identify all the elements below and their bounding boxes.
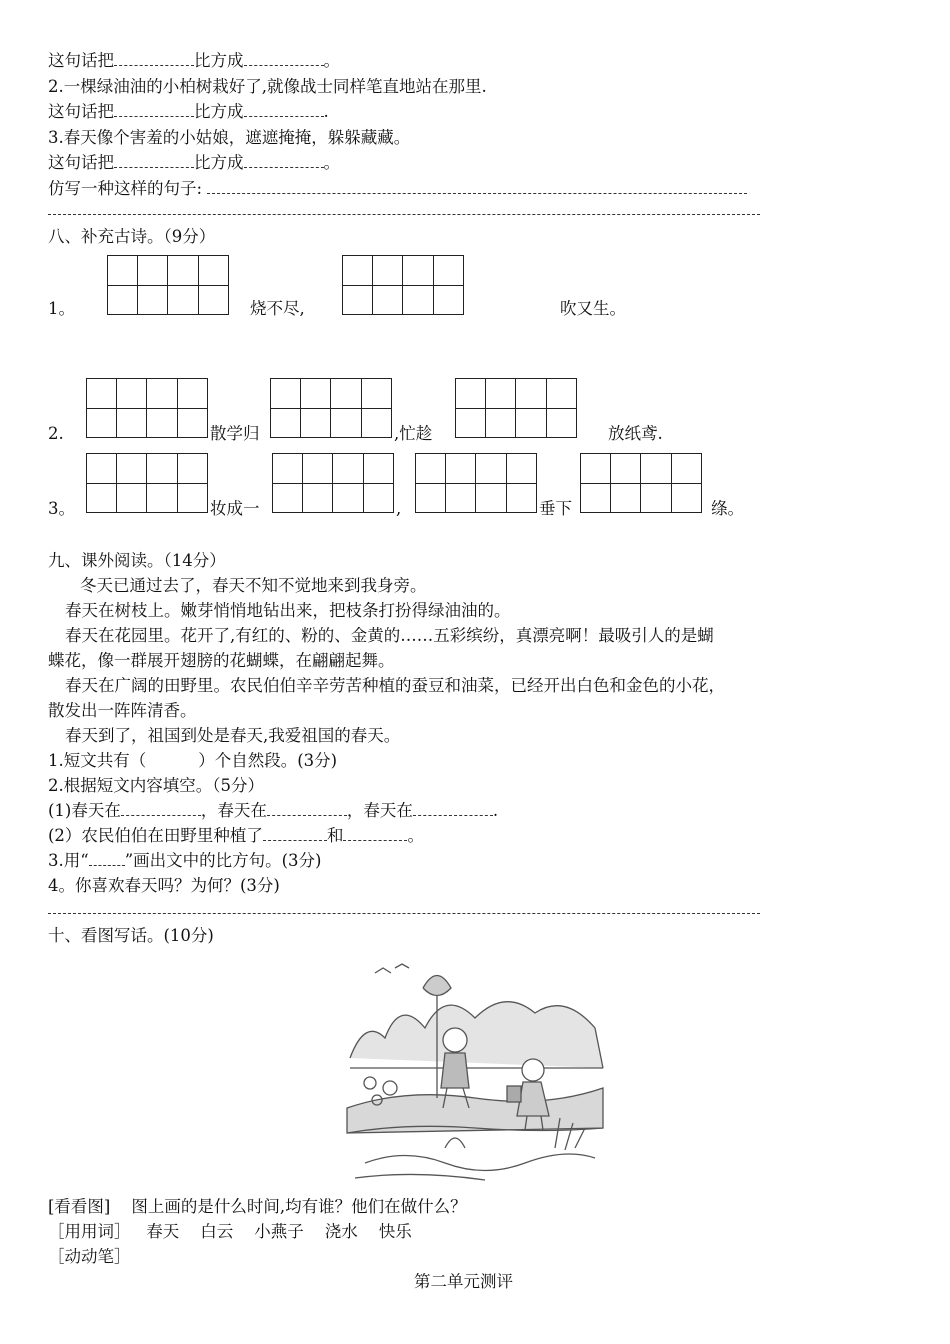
look-prompt: [看看图] 图上画的是什么时间,均有谁？他们在做什么？ bbox=[48, 1197, 467, 1216]
page-footer: 第二单元测评 bbox=[414, 1272, 513, 1291]
poem-3-text-d: 绦。 bbox=[711, 499, 744, 518]
imitate-prompt: 仿写一种这样的句子: bbox=[48, 178, 747, 200]
reading-question-2-2: (2）农民伯伯在田野里种植了 和 。 bbox=[48, 826, 424, 845]
answer-line[interactable] bbox=[48, 214, 760, 215]
poem-1-number: 1。 bbox=[48, 299, 75, 318]
poem-2-text-c: 放纸鸢. bbox=[608, 424, 663, 443]
char-grid[interactable] bbox=[455, 378, 577, 438]
poem-3-text-c: 垂下 bbox=[539, 499, 572, 518]
reading-question-4: 4。你喜欢春天吗？为何？(3分) bbox=[48, 876, 280, 895]
answer-blank[interactable] bbox=[413, 802, 493, 816]
poem-2-text-b: ,忙趁 bbox=[394, 424, 433, 443]
char-grid[interactable] bbox=[415, 453, 537, 513]
reading-question-1: 1.短文共有（ ）个自然段。(3分) bbox=[48, 751, 338, 770]
dash-sample bbox=[89, 852, 125, 866]
poem-2-text-a: 散学归 bbox=[210, 424, 260, 443]
poem-3-number: 3。 bbox=[48, 499, 75, 518]
answer-blank[interactable] bbox=[267, 802, 347, 816]
word-bank: ［用用词］ 春天 白云 小燕子 浇水 快乐 bbox=[48, 1222, 412, 1241]
answer-line[interactable] bbox=[207, 180, 747, 194]
answer-blank[interactable] bbox=[114, 52, 194, 66]
passage-paragraph: 蝶花，像一群展开翅膀的花蝴蝶，在翩翩起舞。 bbox=[48, 651, 395, 670]
section-10-title: 十、看图写话。(10分) bbox=[48, 926, 214, 945]
char-grid[interactable] bbox=[580, 453, 702, 513]
char-grid[interactable] bbox=[107, 255, 229, 315]
answer-blank[interactable] bbox=[244, 154, 324, 168]
answer-blank[interactable] bbox=[244, 52, 324, 66]
write-prompt: ［动动笔］ bbox=[48, 1247, 131, 1266]
answer-blank[interactable] bbox=[114, 154, 194, 168]
spring-scene-illustration bbox=[345, 958, 607, 1186]
question-2: 2.一棵绿油油的小柏树栽好了,就像战士同样笔直地站在那里. bbox=[48, 77, 487, 96]
char-grid[interactable] bbox=[86, 453, 208, 513]
passage-paragraph: 春天在花园里。花开了,有红的、粉的、金黄的……五彩缤纷，真漂亮啊！最吸引人的是蝴 bbox=[65, 626, 714, 645]
passage-paragraph: 春天在树枝上。嫩芽悄悄地钻出来，把枝条打扮得绿油油的。 bbox=[65, 601, 511, 620]
char-grid[interactable] bbox=[86, 378, 208, 438]
poem-3-text-b: , bbox=[396, 499, 402, 518]
answer-blank[interactable] bbox=[263, 827, 327, 841]
poem-3-text-a: 妆成一 bbox=[210, 499, 260, 518]
simile-line-2: 这句话把 比方成 . bbox=[48, 102, 329, 121]
section-9-title: 九、课外阅读。（14分） bbox=[48, 551, 226, 570]
reading-question-2-1: (1)春天在 ，春天在 ，春天在 . bbox=[48, 801, 499, 820]
simile-line-3: 这句话把 比方成 。 bbox=[48, 153, 340, 172]
answer-blank[interactable] bbox=[114, 103, 194, 117]
reading-question-3: 3.用“ ”画出文中的比方句。(3分) bbox=[48, 851, 322, 870]
char-grid[interactable] bbox=[342, 255, 464, 315]
answer-blank[interactable] bbox=[343, 827, 407, 841]
answer-blank[interactable] bbox=[121, 802, 201, 816]
char-grid[interactable] bbox=[270, 378, 392, 438]
passage-paragraph: 春天在广阔的田野里。农民伯伯辛辛劳苦种植的蚕豆和油菜，已经开出白色和金色的小花， bbox=[65, 676, 725, 695]
passage-paragraph: 散发出一阵阵清香。 bbox=[48, 701, 197, 720]
poem-1-text-b: 吹又生。 bbox=[560, 299, 626, 318]
answer-line[interactable] bbox=[48, 913, 760, 914]
answer-blank[interactable] bbox=[244, 103, 324, 117]
simile-line-1: 这句话把 比方成 。 bbox=[48, 51, 340, 70]
question-3: 3.春天像个害羞的小姑娘，遮遮掩掩，躲躲藏藏。 bbox=[48, 128, 411, 147]
poem-2-number: 2. bbox=[48, 424, 64, 443]
passage-paragraph: 冬天已通过去了，春天不知不觉地来到我身旁。 bbox=[80, 576, 427, 595]
section-8-title: 八、补充古诗。（9分） bbox=[48, 227, 216, 246]
reading-question-2: 2.根据短文内容填空。（5分） bbox=[48, 776, 264, 795]
passage-paragraph: 春天到了，祖国到处是春天,我爱祖国的春天。 bbox=[65, 726, 401, 745]
poem-1-text-a: 烧不尽, bbox=[250, 299, 305, 318]
char-grid[interactable] bbox=[272, 453, 394, 513]
